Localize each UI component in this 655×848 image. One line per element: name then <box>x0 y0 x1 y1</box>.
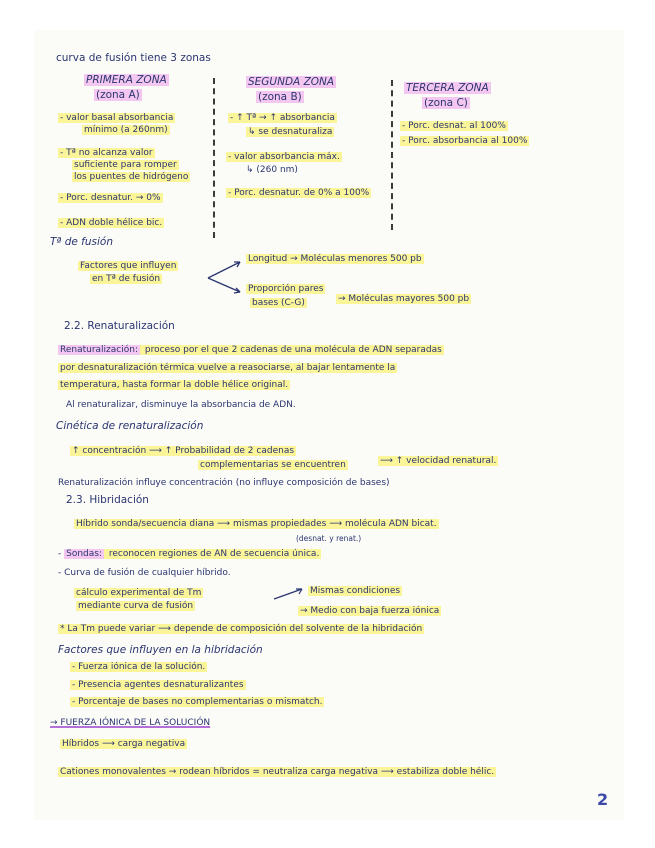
hibrid-line-5: * La Tm puede variar ⟶ depende de composición del solvente de la hibridación <box>60 624 423 634</box>
zone-a-line-6: - Porc. desnatur. → 0% <box>60 193 161 203</box>
zone-c-title <box>404 82 491 95</box>
zone-b-line-5: - Porc. desnatur. de 0% a 100% <box>228 188 370 198</box>
fuerza-heading: → FUERZA IÓNICA DE LA SOLUCIÓN <box>50 718 211 728</box>
tm-factors-2: en Tª de fusión <box>92 274 161 284</box>
zone-b-line-2: ↳ se desnaturaliza <box>248 127 333 137</box>
hibrid-line-4c: Mismas condiciones <box>310 586 401 596</box>
zone-a-line-5: los puentes de hidrógeno <box>74 172 189 182</box>
zone-a-line-2: mínimo (a 260nm) <box>84 125 168 135</box>
hibrid-line-4a: cálculo experimental de Tm <box>76 588 202 598</box>
hibrid-line-2: - Sondas: reconocen regiones de AN de secuencia única. <box>58 549 320 559</box>
zone-a-sub-label: (zona A) <box>96 89 140 101</box>
zone-divider-1 <box>213 78 215 238</box>
zone-a-title-label: PRIMERA ZONA <box>86 74 167 86</box>
cinetica-line-c: ⟶ ↑ velocidad renatural. <box>380 456 497 466</box>
hibrid-line-3: - Curva de fusión de cualquier híbrido. <box>58 568 231 578</box>
hibrid-factor-2: - Presencia agentes desnaturalizantes <box>72 680 244 690</box>
hibrid-line-1: Híbrido sonda/secuencia diana ⟶ mismas propiedades ⟶ molécula ADN bicat. <box>76 519 437 529</box>
zone-divider-2 <box>391 80 393 230</box>
zone-a-line-4: suficiente para romper <box>74 160 177 170</box>
zone-a-sub <box>94 89 142 102</box>
hibrid-line-1b: (desnat. y renat.) <box>296 534 362 543</box>
zone-a-line-3: - Tª no alcanza valor <box>60 148 153 158</box>
zone-b-sub-label: (zona B) <box>258 91 302 103</box>
zone-c-line-1: - Porc. desnat. al 100% <box>402 121 506 131</box>
hibrid-factors-title: Factores que influyen en la hibridación <box>58 644 263 656</box>
zone-a-title <box>84 74 169 87</box>
tm-title: Tª de fusión <box>50 236 113 248</box>
renat-line-1: Renaturalización: proceso por el que 2 cadenas de una molécula de ADN separadas <box>60 345 442 355</box>
zone-b-title <box>246 76 336 89</box>
renat-line-4: Al renaturalizar, disminuye la absorbancia de ADN. <box>66 400 296 410</box>
zone-b-sub <box>256 91 304 104</box>
zone-c-sub-label: (zona C) <box>424 97 468 109</box>
section-hibrid-heading: 2.3. Hibridación <box>66 494 149 506</box>
zone-a-line-1: - valor basal absorbancia <box>60 113 174 123</box>
hibrid-factor-1: - Fuerza iónica de la solución. <box>72 662 206 672</box>
zone-b-line-4: ↳ (260 nm) <box>246 165 298 175</box>
cinetica-title: Cinética de renaturalización <box>56 420 204 432</box>
zone-c-title-label: TERCERA ZONA <box>406 82 489 94</box>
tm-branch-2b: bases (C-G) <box>252 298 305 308</box>
tm-branch-2c: → Moléculas mayores 500 pb <box>338 294 470 304</box>
zone-b-line-1: - ↑ Tª → ↑ absorbancia <box>230 113 335 123</box>
tm-branch-1: Longitud → Moléculas menores 500 pb <box>248 254 422 264</box>
cinetica-line-a: ↑ concentración ⟶ ↑ Probabilidad de 2 cadenas <box>72 446 295 456</box>
zone-c-sub <box>422 97 470 110</box>
cinetica-line-b: complementarias se encuentren <box>200 460 346 470</box>
zone-c-line-2: - Porc. absorbancia al 100% <box>402 136 528 146</box>
hibrid-factor-3: - Porcentaje de bases no complementarias o mismatch. <box>72 697 323 707</box>
branch-arrows-icon <box>206 256 246 296</box>
intro-label: curva de fusión tiene 3 zonas <box>56 52 211 64</box>
zone-b-line-3: - valor absorbancia máx. <box>228 152 340 162</box>
hibrid-line-4b: mediante curva de fusión <box>78 601 194 611</box>
zone-b-title-label: SEGUNDA ZONA <box>248 76 335 88</box>
hibrid-line-4d: → Medio con baja fuerza iónica <box>300 606 440 616</box>
zone-a-line-7: - ADN doble hélice bic. <box>60 218 163 228</box>
cinetica-line-d: Renaturalización influye concentración (no influye composición de bases) <box>58 478 390 488</box>
carga-line: Híbridos ⟶ carga negativa <box>62 739 186 749</box>
intro-text <box>56 52 211 65</box>
cations-line: Cationes monovalentes → rodean híbridos = neutraliza carga negativa ⟶ estabiliza doble hélic. <box>60 767 495 777</box>
tm-branch-2a: Proporción pares <box>248 284 324 294</box>
page-number: 2 <box>597 790 609 809</box>
renat-line-3: temperatura, hasta formar la doble hélice original. <box>60 380 289 390</box>
section-renat-heading: 2.2. Renaturalización <box>64 320 175 332</box>
renat-line-2: por desnaturalización térmica vuelve a reasociarse, al bajar lentamente la <box>60 363 396 373</box>
tm-factors: Factores que influyen <box>80 261 177 271</box>
